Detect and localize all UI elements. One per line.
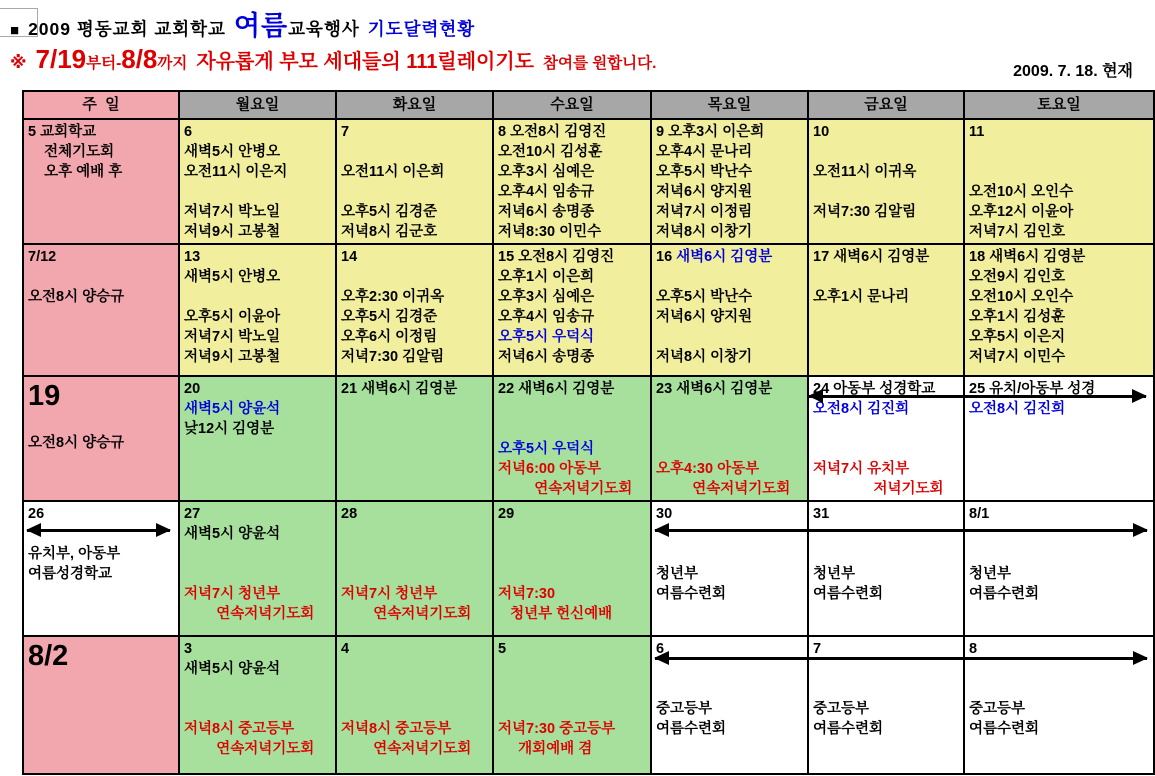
schedule-line: [341, 267, 488, 287]
schedule-line: [813, 439, 959, 459]
weekday-header-label: 주 일: [82, 96, 120, 113]
schedule-line: 10: [813, 124, 830, 140]
schedule-line: 27: [184, 506, 201, 522]
schedule-line: 오후4:30 아동부: [656, 461, 760, 477]
schedule-line: 오후6시 이정림: [341, 329, 438, 345]
title-highlight-summer: 여름: [233, 11, 289, 41]
day-cell-week2-col0[interactable]: [24, 245, 180, 377]
schedule-line: [28, 267, 174, 287]
day-cell-week3-col4[interactable]: [652, 377, 809, 502]
schedule-line: 오전11시 이귀옥: [813, 164, 917, 180]
day-cell-week4-col4[interactable]: [652, 502, 809, 637]
schedule-line: [341, 659, 488, 679]
page-title: [10, 4, 475, 43]
day-cell-week2-col2[interactable]: [337, 245, 494, 377]
schedule-line: 6: [656, 641, 665, 657]
day-cell-week2-col3[interactable]: [494, 245, 652, 377]
title-text-status: 기도달력현황: [367, 19, 476, 39]
schedule-line: 연속저녁기도회: [341, 741, 472, 757]
weekday-header-5[interactable]: [809, 92, 965, 120]
weekday-header-1[interactable]: [180, 92, 337, 120]
day-cell-week3-col1[interactable]: [180, 377, 337, 502]
span-arrow-youth-retreat-jul30-aug1: [655, 529, 1147, 532]
schedule-line: 오후5시 우덕식: [498, 329, 595, 345]
schedule-line: [813, 544, 959, 564]
schedule-line: [498, 699, 646, 719]
title-text: 2009 평동교회 교회학교: [28, 19, 226, 39]
notice-mark-icon: ※: [10, 53, 27, 72]
schedule-line: [813, 267, 959, 287]
schedule-line: 여름성경학교: [28, 566, 113, 582]
schedule-line: 25 유치/아동부 성경: [969, 381, 1096, 397]
schedule-line: [341, 544, 488, 564]
notice-join-text: 부터-: [86, 55, 122, 72]
schedule-line: 오전8시 김진희: [969, 401, 1066, 417]
schedule-line: [341, 524, 488, 544]
schedule-line: 연속저녁기도회: [656, 481, 791, 497]
day-cell-week3-col2[interactable]: [337, 377, 494, 502]
schedule-line: 저녁7시 청년부: [341, 586, 438, 602]
schedule-line: 저녁6시 송명종: [498, 204, 595, 220]
schedule-line: 오후5시 이은지: [969, 329, 1066, 345]
schedule-line: 새벽5시 양윤석: [184, 661, 281, 677]
day-cell-week1-col3[interactable]: [494, 120, 652, 245]
date-number: 16: [656, 249, 677, 265]
day-cell-week2-col6[interactable]: [965, 245, 1155, 377]
schedule-line: 28: [341, 506, 358, 522]
schedule-line: 저녁6시 양지원: [656, 309, 753, 325]
as-of-date: 2009. 7. 18. 현재: [1013, 63, 1133, 80]
schedule-line: 낮12시 김영분: [184, 421, 275, 437]
notice-tail-text: 참여를 원합니다.: [543, 55, 657, 72]
schedule-line: 3: [184, 641, 193, 657]
schedule-line: 여름수련회: [969, 721, 1040, 737]
schedule-line: 중고등부: [656, 701, 713, 717]
schedule-line: 저녁6시 양지원: [656, 184, 753, 200]
schedule-line: 여름수련회: [656, 586, 727, 602]
schedule-line: 오전11시 이은희: [341, 164, 445, 180]
schedule-line: 청년부 헌신예배: [498, 606, 613, 622]
schedule-line: 오후1시 이은희: [498, 269, 595, 285]
schedule-line: 오후12시 이윤아: [969, 204, 1074, 220]
schedule-line: 연속저녁기도회: [498, 481, 633, 497]
schedule-line: 저녁7시 박노일: [184, 329, 281, 345]
schedule-line: 오후5시 박난수: [656, 164, 753, 180]
schedule-line: 24 아동부 성경학교: [813, 381, 936, 397]
schedule-line: 11: [969, 124, 985, 140]
schedule-line: 오후5시 김경준: [341, 204, 438, 220]
schedule-line: [184, 182, 331, 202]
schedule-line: 저녁7:30 중고등부: [498, 721, 616, 737]
day-cell-week5-col3[interactable]: [494, 637, 652, 775]
schedule-line: [813, 659, 959, 679]
schedule-line: [184, 287, 331, 307]
schedule-line: 오후4시 임송규: [498, 184, 595, 200]
weekday-header-label: 수요일: [550, 96, 594, 113]
schedule-line: 저녁7시 이정림: [656, 204, 753, 220]
schedule-line: 오후5시 김경준: [341, 309, 438, 325]
schedule-line: 저녁7시 김인호: [969, 224, 1066, 240]
span-arrow-vbs-week-jul26: [27, 529, 170, 532]
span-arrow-bible-school-jul24-25: [809, 395, 1146, 398]
day-cell-week1-col2[interactable]: [337, 120, 494, 245]
schedule-line: 9 오후3시 이은희: [656, 124, 765, 140]
notice-end-date: 8/8: [121, 44, 158, 74]
schedule-line: 30: [656, 506, 673, 522]
schedule-line: 여름수련회: [813, 586, 884, 602]
schedule-line: 5 교회학교: [28, 124, 97, 140]
day-cell-week2-col5[interactable]: [809, 245, 965, 377]
day-cell-week1-col1[interactable]: [180, 120, 337, 245]
schedule-line: 전체기도회: [28, 144, 115, 160]
schedule-line: 오후2:30 이귀옥: [341, 289, 445, 305]
schedule-line: [184, 699, 331, 719]
day-cell-week4-col2[interactable]: [337, 502, 494, 637]
day-cell-week4-col3[interactable]: [494, 502, 652, 637]
schedule-line: [498, 544, 646, 564]
schedule-line: 19: [28, 380, 61, 412]
weekday-header-label: 금요일: [864, 96, 908, 113]
schedule-line: [969, 659, 1149, 679]
schedule-line: [969, 142, 1149, 162]
schedule-line: 15 오전8시 김영진: [498, 249, 615, 265]
schedule-line: 18 새벽6시 김영분: [969, 249, 1086, 265]
schedule-line: [498, 564, 646, 584]
schedule-line: 오후1시 김성훈: [969, 309, 1066, 325]
schedule-line: [969, 679, 1149, 699]
schedule-line: 29: [498, 506, 515, 522]
schedule-line: 연속저녁기도회: [184, 741, 315, 757]
schedule-line: 저녁8시 이창기: [656, 349, 753, 365]
schedule-line: 새벽5시 양윤석: [184, 401, 281, 417]
day-cell-week4-col6[interactable]: [965, 502, 1155, 637]
schedule-line: 새벽5시 양윤석: [184, 526, 281, 542]
day-cell-week3-col3[interactable]: [494, 377, 652, 502]
schedule-line: [813, 142, 959, 162]
schedule-line: [656, 419, 803, 439]
schedule-line: 21 새벽6시 김영분: [341, 381, 458, 397]
weekday-header-3[interactable]: [494, 92, 652, 120]
day-cell-week5-col2[interactable]: [337, 637, 494, 775]
schedule-line: [813, 679, 959, 699]
day-cell-week5-col0[interactable]: [24, 637, 180, 775]
schedule-line: 여름수련회: [656, 721, 727, 737]
schedule-line: 저녁8:30 이민수: [498, 224, 602, 240]
schedule-line: 저녁7:30 김알림: [341, 349, 445, 365]
schedule-line: 7: [813, 641, 822, 657]
schedule-line: 저녁기도회: [813, 481, 944, 497]
schedule-line: 8 오전8시 김영진: [498, 124, 607, 140]
schedule-line: 오후3시 심예은: [498, 164, 595, 180]
schedule-line: 오후5시 이윤아: [184, 309, 281, 325]
schedule-line: 17 새벽6시 김영분: [813, 249, 930, 265]
schedule-line: [341, 142, 488, 162]
day-cell-week5-col1[interactable]: [180, 637, 337, 775]
schedule-line: 청년부: [969, 566, 1012, 582]
schedule-line: 오후3시 심예은: [498, 289, 595, 305]
schedule-line: 8/1: [969, 506, 990, 522]
schedule-line: 저녁9시 고봉철: [184, 224, 281, 240]
schedule-line: [184, 564, 331, 584]
schedule-line: 저녁7시 청년부: [184, 586, 281, 602]
schedule-line: [656, 399, 803, 419]
schedule-line: 오전10시 오인수: [969, 289, 1074, 305]
schedule-line: [813, 524, 959, 544]
schedule-line: 저녁7시 박노일: [184, 204, 281, 220]
schedule-line: [813, 182, 959, 202]
weekday-header-label: 목요일: [707, 96, 752, 113]
day-cell-week4-col5[interactable]: [809, 502, 965, 637]
schedule-line: 연속저녁기도회: [341, 606, 472, 622]
day-cell-week1-col0[interactable]: [24, 120, 180, 245]
schedule-line: [341, 679, 488, 699]
schedule-line: [969, 524, 1149, 544]
schedule-line: 여름수련회: [813, 721, 884, 737]
weekday-header-0[interactable]: [24, 92, 180, 120]
schedule-line: 8/2: [28, 640, 69, 672]
schedule-line: 청년부: [656, 566, 699, 582]
schedule-line: [341, 699, 488, 719]
schedule-line: 4: [341, 641, 350, 657]
schedule-line: [656, 267, 803, 287]
schedule-line: [498, 399, 646, 419]
schedule-line: 중고등부: [813, 701, 870, 717]
schedule-line: [184, 544, 331, 564]
participation-notice: [10, 44, 656, 75]
schedule-line: [341, 182, 488, 202]
weekday-header-label: 월요일: [235, 96, 280, 113]
notice-start-date: 7/19: [35, 44, 87, 74]
schedule-line: [656, 659, 803, 679]
schedule-line: 오전10시 김성훈: [498, 144, 603, 160]
day-cell-week1-col5[interactable]: [809, 120, 965, 245]
schedule-line: 저녁6:00 아동부: [498, 461, 602, 477]
schedule-line: 오후4시 문나리: [656, 144, 753, 160]
schedule-line: 오후5시 우덕식: [498, 441, 595, 457]
schedule-line: 오전10시 오인수: [969, 184, 1074, 200]
schedule-line: [813, 419, 959, 439]
schedule-line: 새벽5시 안병오: [184, 144, 281, 160]
schedule-line: [969, 162, 1149, 182]
weekday-header-4[interactable]: [652, 92, 809, 120]
schedule-text: 새벽6시 김영분: [676, 249, 773, 265]
schedule-line: 청년부: [813, 566, 856, 582]
schedule-line: 저녁8시 김군호: [341, 224, 438, 240]
schedule-line: 유치부, 아동부: [28, 546, 121, 562]
schedule-line: [28, 413, 174, 433]
schedule-line: 저녁8시 중고등부: [184, 721, 295, 737]
schedule-line: 저녁7시 유치부: [813, 461, 910, 477]
schedule-line: 개회예배 겸: [498, 741, 593, 757]
schedule-line: 저녁8시 이창기: [656, 224, 753, 240]
schedule-line: [498, 524, 646, 544]
day-cell-week1-col4[interactable]: [652, 120, 809, 245]
weekday-header-2[interactable]: [337, 92, 494, 120]
schedule-line: 연속저녁기도회: [184, 606, 315, 622]
schedule-line: [498, 419, 646, 439]
weekday-header-6[interactable]: [965, 92, 1155, 120]
schedule-line: [184, 679, 331, 699]
schedule-line: 오후5시 박난수: [656, 289, 753, 305]
day-cell-week2-col4[interactable]: [652, 245, 809, 377]
schedule-line: [498, 659, 646, 679]
schedule-line: 14: [341, 249, 358, 265]
schedule-line: 8: [969, 641, 978, 657]
title-text-event: 교육행사: [288, 19, 360, 39]
calendar-grid: [22, 90, 1155, 775]
schedule-line: [656, 439, 803, 459]
schedule-line: 저녁7:30: [498, 586, 556, 602]
notice-main-text: 자유롭게 부모 세대들의 111릴레이기도: [196, 51, 534, 73]
schedule-line: 5: [498, 641, 507, 657]
title-bullet-icon: ■: [10, 22, 20, 39]
schedule-line: 31: [813, 506, 830, 522]
schedule-line: [656, 247, 803, 267]
weekday-header-label: 화요일: [392, 96, 437, 113]
span-arrow-teens-retreat-aug6-8: [655, 657, 1147, 660]
schedule-line: 오전8시 양승규: [28, 289, 125, 305]
day-cell-week1-col6[interactable]: [965, 120, 1155, 245]
schedule-line: 23 새벽6시 김영분: [656, 381, 773, 397]
schedule-line: 오후 예배 후: [28, 164, 123, 180]
day-cell-week2-col1[interactable]: [180, 245, 337, 377]
schedule-line: 13: [184, 249, 201, 265]
schedule-line: [656, 327, 803, 347]
schedule-line: 중고등부: [969, 701, 1026, 717]
day-cell-week3-col0[interactable]: [24, 377, 180, 502]
schedule-line: 저녁8시 중고등부: [341, 721, 452, 737]
schedule-line: 7/12: [28, 249, 57, 265]
schedule-line: [656, 544, 803, 564]
schedule-line: [656, 679, 803, 699]
day-cell-week4-col1[interactable]: [180, 502, 337, 637]
schedule-line: [656, 524, 803, 544]
schedule-line: [28, 524, 174, 544]
schedule-line: 여름수련회: [969, 586, 1040, 602]
schedule-line: 새벽5시 안병오: [184, 269, 281, 285]
notice-join-text: 까지: [157, 55, 188, 72]
schedule-line: 오전8시 양승규: [28, 435, 125, 451]
schedule-line: 저녁6시 송명종: [498, 349, 595, 365]
schedule-line: [341, 564, 488, 584]
schedule-line: 오전9시 김인호: [969, 269, 1066, 285]
schedule-line: 7: [341, 124, 350, 140]
schedule-line: 저녁7시 이민수: [969, 349, 1066, 365]
schedule-line: 22 새벽6시 김영분: [498, 381, 615, 397]
schedule-line: 저녁9시 고봉철: [184, 349, 281, 365]
schedule-line: 20: [184, 381, 201, 397]
schedule-line: 26: [28, 506, 45, 522]
schedule-line: [969, 544, 1149, 564]
schedule-line: 오후1시 문나리: [813, 289, 910, 305]
schedule-line: 저녁7:30 김알림: [813, 204, 917, 220]
schedule-line: 오전11시 이은지: [184, 164, 288, 180]
schedule-line: 오전8시 김진희: [813, 401, 910, 417]
schedule-line: 6: [184, 124, 193, 140]
schedule-line: [498, 679, 646, 699]
weekday-header-label: 토요일: [1037, 96, 1081, 113]
schedule-line: 오후4시 임송규: [498, 309, 595, 325]
